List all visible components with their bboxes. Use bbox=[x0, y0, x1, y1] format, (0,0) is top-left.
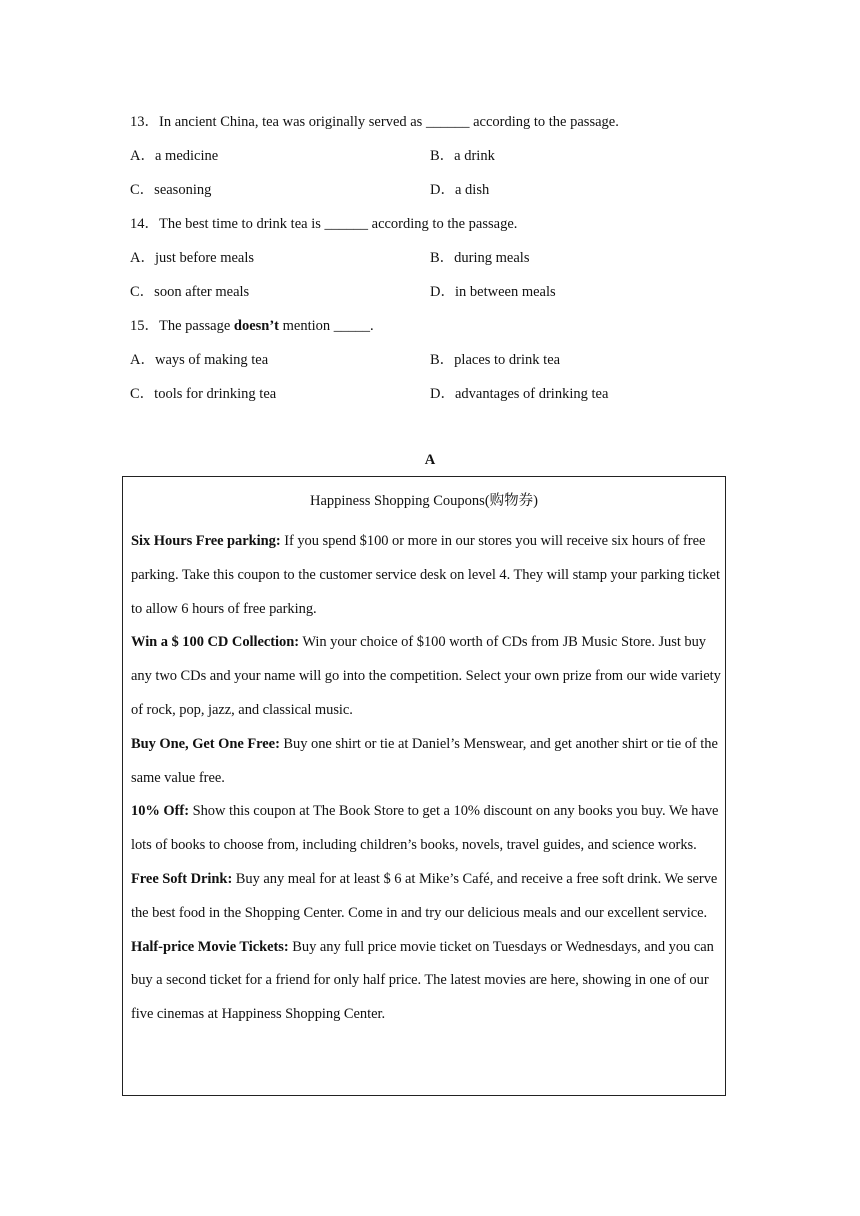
option-b bbox=[430, 350, 560, 370]
question-text-pre: The passage bbox=[159, 318, 234, 334]
coupon-heading: Free Soft Drink: bbox=[131, 870, 233, 887]
option-text: a medicine bbox=[154, 148, 219, 164]
question-text: The best time to drink tea is ______ according to the passage. bbox=[159, 216, 518, 232]
option-letter: B． bbox=[430, 148, 455, 164]
option-a bbox=[130, 248, 254, 268]
option-row bbox=[130, 180, 750, 214]
option-d bbox=[430, 180, 489, 200]
coupon-heading: Buy One, Get One Free: bbox=[131, 735, 280, 752]
option-a bbox=[130, 350, 268, 370]
coupon-box bbox=[122, 476, 726, 1096]
option-row bbox=[130, 350, 750, 384]
question-15-stem bbox=[130, 316, 750, 350]
option-text: during meals bbox=[454, 250, 530, 266]
option-b bbox=[430, 248, 529, 268]
option-row bbox=[130, 384, 750, 418]
section-label: A bbox=[424, 452, 436, 468]
coupon-heading: Six Hours Free parking: bbox=[131, 533, 281, 549]
option-row bbox=[130, 248, 750, 282]
option-d bbox=[430, 384, 608, 404]
option-row bbox=[130, 146, 750, 180]
option-text: advantages of drinking tea bbox=[454, 386, 609, 402]
coupon-list bbox=[131, 525, 723, 1032]
option-b bbox=[430, 146, 495, 166]
coupon-text: Show this coupon at The Book Store to get a 10% discount on any books you buy. We have lots of books to choose from, including children’s books, novels, travel guides, and science works. bbox=[131, 803, 719, 854]
option-letter: A． bbox=[130, 250, 155, 266]
option-c bbox=[130, 180, 211, 200]
coupon-heading: 10% Off: bbox=[131, 803, 189, 820]
option-text: a drink bbox=[454, 148, 495, 164]
option-letter: B． bbox=[430, 352, 455, 368]
option-letter: C． bbox=[130, 386, 155, 402]
coupon-item-movie bbox=[131, 931, 723, 1032]
option-c bbox=[130, 384, 276, 404]
option-letter: C． bbox=[130, 182, 155, 198]
option-text: places to drink tea bbox=[454, 352, 561, 368]
question-number: 14． bbox=[130, 216, 159, 232]
coupon-heading: Win a $ 100 CD Collection: bbox=[131, 634, 299, 651]
coupon-item-menswear bbox=[131, 728, 723, 796]
option-letter: A． bbox=[130, 148, 155, 164]
coupon-item-parking bbox=[131, 525, 723, 626]
coupon-item-cd bbox=[131, 626, 723, 727]
coupon-text: Buy any meal for at least $ 6 at Mike’s Café, and receive a free soft drink. We serve the best food in the Shopping Center. Come in and try our delicious meals and our excellent service. bbox=[131, 870, 718, 921]
option-letter: A． bbox=[130, 352, 155, 368]
question-text-emphasis: doesn’t bbox=[233, 318, 280, 334]
coupon-title: Happiness Shopping Coupons(购物券) bbox=[310, 493, 538, 509]
question-text: In ancient China, tea was originally served as ______ according to the passage. bbox=[159, 114, 619, 130]
coupon-text: Buy one shirt or tie at Daniel’s Menswear, and get another shirt or tie of the same value free. bbox=[131, 735, 718, 786]
coupon-item-books bbox=[131, 795, 723, 863]
question-14-stem bbox=[130, 214, 750, 248]
option-letter: C． bbox=[130, 284, 155, 300]
question-number: 13． bbox=[130, 114, 159, 130]
option-text: seasoning bbox=[154, 182, 212, 198]
coupon-item-soft-drink bbox=[131, 863, 723, 931]
option-letter: B． bbox=[430, 250, 455, 266]
question-13-stem bbox=[130, 112, 750, 146]
coupon-text: Win your choice of $100 worth of CDs from JB Music Store. Just buy any two CDs and your name will go into the competition. Select your own prize from our wide variety of rock, pop, jazz, and classical music. bbox=[131, 634, 721, 718]
coupon-text: If you spend $100 or more in our stores you will receive six hours of free parking. Take this coupon to the customer service desk on level 4. They will stamp your parking ticket to allow 6 hours of free parking. bbox=[131, 533, 720, 617]
coupon-text: Buy any full price movie ticket on Tuesdays or Wednesdays, and you can buy a second ticket for a friend for only half price. The latest movies are here, showing in one of our five cinemas at Happiness Shopping Center. bbox=[131, 938, 714, 1023]
option-text: ways of making tea bbox=[154, 352, 269, 368]
question-number: 15． bbox=[130, 318, 159, 334]
option-text: just before meals bbox=[154, 250, 255, 266]
option-text: a dish bbox=[454, 182, 490, 198]
option-text: in between meals bbox=[454, 284, 556, 300]
option-letter: D． bbox=[430, 386, 455, 402]
option-letter: D． bbox=[430, 284, 455, 300]
coupon-heading: Half-price Movie Tickets: bbox=[131, 938, 289, 955]
option-d bbox=[430, 282, 556, 302]
option-letter: D． bbox=[430, 182, 455, 198]
option-c bbox=[130, 282, 249, 302]
option-text: soon after meals bbox=[154, 284, 250, 300]
option-text: tools for drinking tea bbox=[154, 386, 277, 402]
option-a bbox=[130, 146, 218, 166]
option-row bbox=[130, 282, 750, 316]
question-list bbox=[130, 112, 750, 418]
question-text-post: mention _____. bbox=[279, 318, 374, 334]
